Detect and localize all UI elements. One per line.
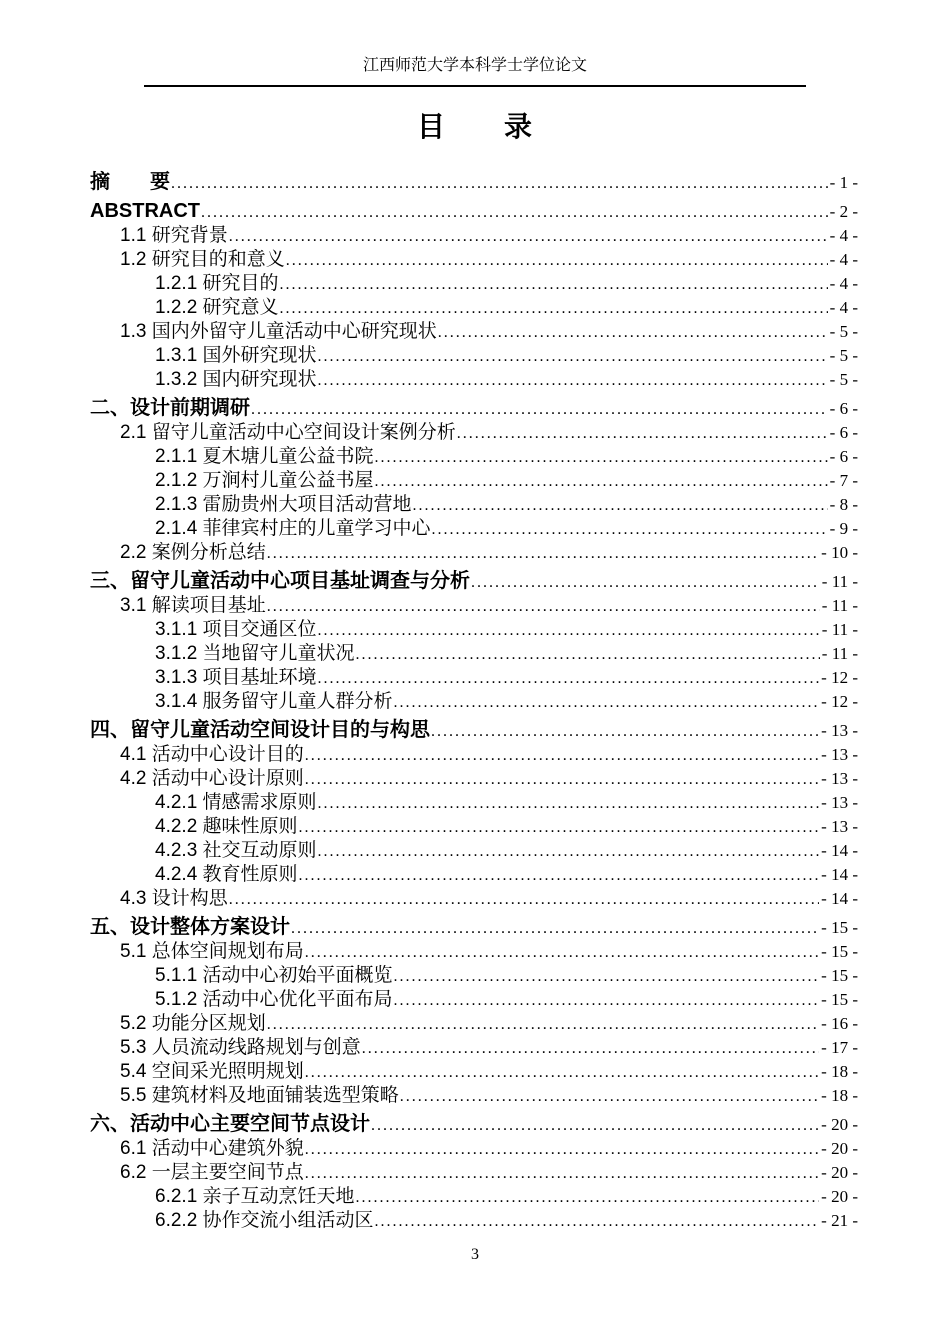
toc-entry-label: 5.5 建筑材料及地面铺装选型策略 <box>120 1085 399 1106</box>
dot-leader <box>171 169 828 197</box>
dot-leader <box>432 517 828 542</box>
dot-leader <box>305 1137 819 1162</box>
toc-entry-page: - 13 - <box>821 769 858 788</box>
toc-entry-label: 3.1.4 服务留守儿童人群分析 <box>155 691 393 712</box>
toc-entry <box>90 493 858 517</box>
toc-entry <box>90 940 858 964</box>
toc-entry-label: 1.2 研究目的和意义 <box>120 249 285 270</box>
dot-leader <box>318 618 820 643</box>
dot-leader <box>299 815 820 840</box>
toc-entry-label: 1.3.1 国外研究现状 <box>155 345 317 366</box>
toc-entry-label: 摘 要 <box>90 171 170 193</box>
dot-leader <box>356 1185 820 1210</box>
dot-leader <box>267 541 819 566</box>
toc-entry-page: - 20 - <box>821 1163 858 1182</box>
toc-entry-page: - 2 - <box>829 202 858 221</box>
toc-entry <box>90 272 858 296</box>
toc-entry-page: - 13 - <box>821 721 858 740</box>
toc-entry-label: 6.2 一层主要空间节点 <box>120 1162 304 1183</box>
toc-entry-page: - 11 - <box>821 620 858 639</box>
toc-entry <box>90 642 858 666</box>
toc-entry <box>90 815 858 839</box>
dot-leader <box>394 964 820 989</box>
toc-entry-label: 5.2 功能分区规划 <box>120 1013 266 1034</box>
dot-leader <box>318 344 828 369</box>
toc-entry-page: - 1 - <box>829 173 858 192</box>
dot-leader <box>305 743 819 768</box>
toc-entry-page: - 4 - <box>829 250 858 269</box>
toc-entry-label: 二、设计前期调研 <box>90 397 250 419</box>
toc-entry <box>90 395 858 421</box>
toc-entry <box>90 1137 858 1161</box>
dot-leader <box>431 717 819 745</box>
dot-leader <box>375 1209 820 1234</box>
toc-entry-page: - 15 - <box>821 990 858 1009</box>
toc-entry-page: - 15 - <box>821 942 858 961</box>
toc-entry <box>90 988 858 1012</box>
dot-leader <box>356 642 820 667</box>
toc-entry-page: - 21 - <box>821 1211 858 1230</box>
toc-entry-label: 六、活动中心主要空间节点设计 <box>90 1113 370 1135</box>
dot-leader <box>413 493 828 518</box>
toc-entry-label: 5.3 人员流动线路规划与创意 <box>120 1037 361 1058</box>
toc-entry <box>90 690 858 714</box>
toc-entry-page: - 4 - <box>829 274 858 293</box>
toc-entry-page: - 9 - <box>829 519 858 538</box>
dot-leader <box>229 887 819 912</box>
toc-entry-page: - 5 - <box>829 370 858 389</box>
toc-entry-label: 1.3.2 国内研究现状 <box>155 369 317 390</box>
dot-leader <box>438 320 828 345</box>
dot-leader <box>305 1060 819 1085</box>
dot-leader <box>362 1036 819 1061</box>
toc-entry-label: 2.1 留守儿童活动中心空间设计案例分析 <box>120 422 456 443</box>
toc-entry-label: 3.1.3 项目基址环境 <box>155 667 317 688</box>
toc-entry-page: - 6 - <box>829 447 858 466</box>
toc-entry-label: 4.2.4 教育性原则 <box>155 864 298 885</box>
toc-entry-label: 1.2.2 研究意义 <box>155 297 279 318</box>
toc-entry <box>90 1185 858 1209</box>
toc-entry <box>90 594 858 618</box>
toc-entry-page: - 18 - <box>821 1086 858 1105</box>
toc-entry-page: - 15 - <box>821 918 858 937</box>
toc-entry-page: - 10 - <box>821 543 858 562</box>
toc-list <box>90 166 858 1233</box>
toc-entry-page: - 11 - <box>821 644 858 663</box>
dot-leader <box>371 1111 819 1139</box>
toc-entry-label: 3.1.1 项目交通区位 <box>155 619 317 640</box>
toc-entry <box>90 1161 858 1185</box>
dot-leader <box>457 421 828 446</box>
dot-leader <box>318 666 820 691</box>
dot-leader <box>305 1161 819 1186</box>
toc-entry <box>90 568 858 594</box>
toc-entry-page: - 14 - <box>821 865 858 884</box>
toc-entry <box>90 296 858 320</box>
toc-entry-page: - 11 - <box>821 596 858 615</box>
toc-entry-page: - 14 - <box>821 889 858 908</box>
dot-leader <box>305 767 819 792</box>
toc-entry-page: - 5 - <box>829 322 858 341</box>
dot-leader <box>267 1012 819 1037</box>
toc-entry <box>90 1209 858 1233</box>
toc-entry-page: - 7 - <box>829 471 858 490</box>
toc-entry-page: - 12 - <box>821 692 858 711</box>
toc-entry <box>90 224 858 248</box>
toc-entry-label: 1.3 国内外留守儿童活动中心研究现状 <box>120 321 437 342</box>
toc-entry <box>90 666 858 690</box>
toc-entry <box>90 421 858 445</box>
dot-leader <box>394 690 820 715</box>
dot-leader <box>375 445 828 470</box>
toc-entry <box>90 368 858 392</box>
toc-entry-page: - 16 - <box>821 1014 858 1033</box>
dot-leader <box>251 395 828 423</box>
dot-leader <box>318 839 820 864</box>
toc-entry <box>90 964 858 988</box>
toc-entry-page: - 12 - <box>821 668 858 687</box>
toc-entry <box>90 618 858 642</box>
toc-entry-label: 2.1.2 万涧村儿童公益书屋 <box>155 470 374 491</box>
toc-entry-label: 四、留守儿童活动空间设计目的与构思 <box>90 719 430 741</box>
toc-entry-page: - 4 - <box>829 298 858 317</box>
toc-entry <box>90 717 858 743</box>
dot-leader <box>394 988 820 1013</box>
toc-entry-label: 4.2.2 趣味性原则 <box>155 816 298 837</box>
toc-entry-label: 5.1.1 活动中心初始平面概览 <box>155 965 393 986</box>
toc-entry-page: - 11 - <box>821 572 858 591</box>
dot-leader <box>400 1084 819 1109</box>
toc-entry-label: 6.1 活动中心建筑外貌 <box>120 1138 304 1159</box>
toc-entry-label: 2.1.1 夏木塘儿童公益书院 <box>155 446 374 467</box>
toc-entry <box>90 1012 858 1036</box>
footer-page-number: 3 <box>471 1246 479 1263</box>
dot-leader <box>291 914 819 942</box>
toc-entry <box>90 887 858 911</box>
toc-entry-label: 2.1.3 雷励贵州大项目活动营地 <box>155 494 412 515</box>
toc-entry <box>90 1060 858 1084</box>
toc-entry <box>90 169 858 195</box>
dot-leader <box>229 224 828 249</box>
dot-leader <box>318 368 828 393</box>
toc-entry-label: 4.2.1 情感需求原则 <box>155 792 317 813</box>
toc-entry-label: 4.2 活动中心设计原则 <box>120 768 304 789</box>
toc-entry <box>90 320 858 344</box>
toc-entry <box>90 469 858 493</box>
toc-entry-label: 4.1 活动中心设计目的 <box>120 744 304 765</box>
toc-entry-page: - 18 - <box>821 1062 858 1081</box>
toc-entry <box>90 517 858 541</box>
toc-entry <box>90 541 858 565</box>
dot-leader <box>201 198 828 226</box>
toc-entry <box>90 743 858 767</box>
toc-entry-page: - 13 - <box>821 745 858 764</box>
dot-leader <box>286 248 828 273</box>
toc-entry-label: 三、留守儿童活动中心项目基址调查与分析 <box>90 570 470 592</box>
toc-entry-label: 5.1.2 活动中心优化平面布局 <box>155 989 393 1010</box>
toc-entry-page: - 8 - <box>829 495 858 514</box>
dot-leader <box>318 791 820 816</box>
toc-entry-label: 5.4 空间采光照明规划 <box>120 1061 304 1082</box>
toc-entry <box>90 344 858 368</box>
toc-entry-page: - 4 - <box>829 226 858 245</box>
toc-entry <box>90 1084 858 1108</box>
toc-entry <box>90 1111 858 1137</box>
toc-entry-page: - 6 - <box>829 423 858 442</box>
toc-entry <box>90 839 858 863</box>
toc-entry <box>90 767 858 791</box>
toc-entry-label: 1.1 研究背景 <box>120 225 228 246</box>
toc-entry-label: 4.3 设计构思 <box>120 888 228 909</box>
toc-entry-label: 3.1.2 当地留守儿童状况 <box>155 643 355 664</box>
toc-entry-label: 五、设计整体方案设计 <box>90 916 290 938</box>
toc-entry-label: 3.1 解读项目基址 <box>120 595 266 616</box>
toc-entry-label: 6.2.1 亲子互动烹饪天地 <box>155 1186 355 1207</box>
toc-entry <box>90 1036 858 1060</box>
toc-entry-page: - 17 - <box>821 1038 858 1057</box>
toc-entry-page: - 15 - <box>821 966 858 985</box>
dot-leader <box>305 940 819 965</box>
dot-leader <box>267 594 820 619</box>
toc-entry <box>90 248 858 272</box>
toc-entry <box>90 914 858 940</box>
toc-entry-label: 4.2.3 社交互动原则 <box>155 840 317 861</box>
toc-entry-page: - 13 - <box>821 817 858 836</box>
toc-entry <box>90 445 858 469</box>
toc-entry-page: - 6 - <box>829 399 858 418</box>
toc-entry-label: 5.1 总体空间规划布局 <box>120 941 304 962</box>
toc-entry-label: 1.2.1 研究目的 <box>155 273 279 294</box>
toc-entry-label: ABSTRACT <box>90 200 200 222</box>
toc-entry <box>90 198 858 224</box>
dot-leader <box>471 568 820 596</box>
toc-entry-page: - 5 - <box>829 346 858 365</box>
dot-leader <box>280 296 828 321</box>
toc-entry-page: - 20 - <box>821 1139 858 1158</box>
toc-entry-page: - 13 - <box>821 793 858 812</box>
dot-leader <box>299 863 820 888</box>
running-header: 江西师范大学本科学士学位论文 <box>144 56 806 87</box>
dot-leader <box>375 469 828 494</box>
page-title: 目 录 <box>416 111 533 142</box>
toc-entry-page: - 20 - <box>821 1187 858 1206</box>
toc-entry-label: 2.2 案例分析总结 <box>120 542 266 563</box>
toc-entry-label: 6.2.2 协作交流小组活动区 <box>155 1210 374 1231</box>
dot-leader <box>280 272 828 297</box>
toc-entry-label: 2.1.4 菲律宾村庄的儿童学习中心 <box>155 518 431 539</box>
toc-entry <box>90 791 858 815</box>
toc-entry <box>90 863 858 887</box>
toc-entry-page: - 14 - <box>821 841 858 860</box>
toc-entry-page: - 20 - <box>821 1115 858 1134</box>
